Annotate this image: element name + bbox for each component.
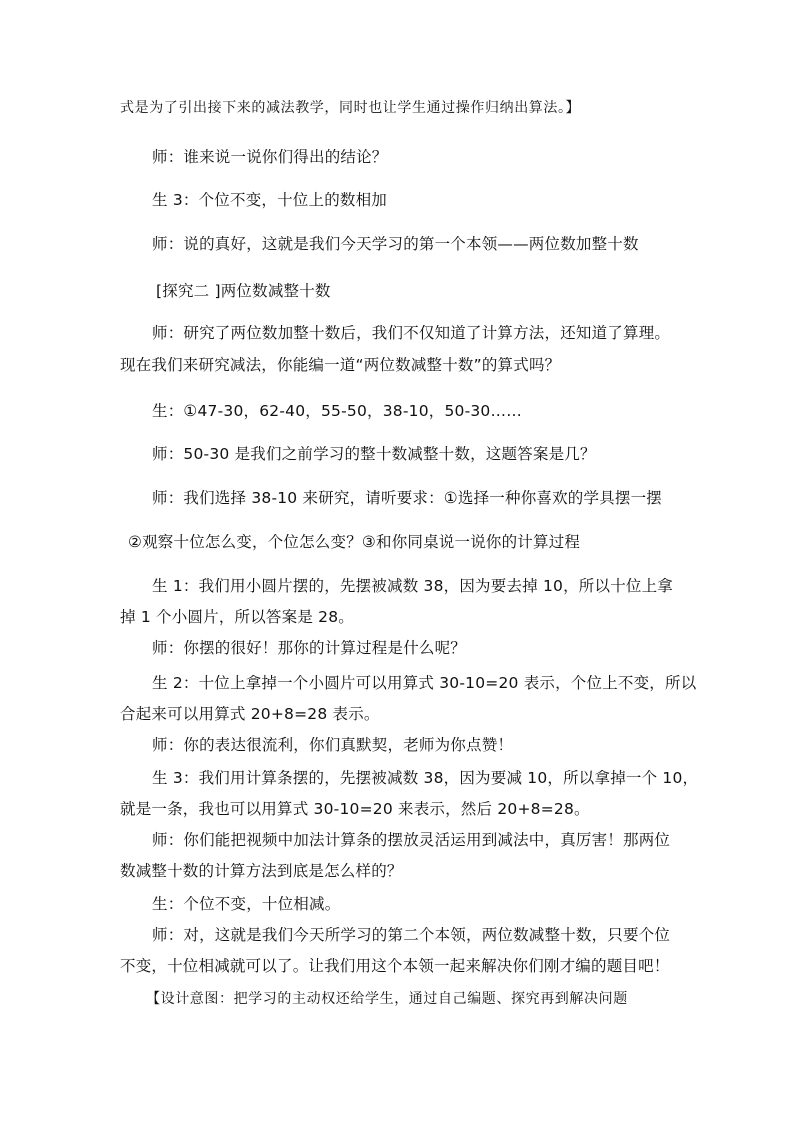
student-line: 生 3：个位不变，十位上的数相加 xyxy=(152,191,387,209)
teacher-line-cont: 数减整十数的计算方法到底是怎么样的？ xyxy=(120,862,403,880)
design-note-line: 式是为了引出接下来的减法教学，同时也让学生通过操作归纳出算法。】 xyxy=(120,100,581,116)
teacher-line: 师：我们选择 38-10 来研究，请听要求：①选择一种你喜欢的学具摆一摆 xyxy=(152,489,662,507)
student-line: 生：①47-30，62-40，55-50，38-10，50-30…… xyxy=(152,402,522,420)
teacher-line-cont: 不变，十位相减就可以了。让我们用这个本领一起来解决你们刚才编的题目吧！ xyxy=(120,957,670,975)
teacher-line: 师：谁来说一说你们得出的结论？ xyxy=(152,148,388,166)
student-line: 生：个位不变，十位相减。 xyxy=(152,895,341,913)
teacher-line: 师：你的表达很流利，你们真默契，老师为你点赞！ xyxy=(152,736,514,754)
teacher-line: 师：你们能把视频中加法计算条的摆放灵活运用到减法中，真厉害！那两位 xyxy=(152,831,671,849)
design-note-line: 【设计意图：把学习的主动权还给学生，通过自己编题、探究再到解决问题 xyxy=(146,991,628,1007)
teacher-line: 师：研究了两位数加整十数后，我们不仅知道了计算方法，还知道了算理。 xyxy=(152,324,671,342)
teacher-line-cont: ②观察十位怎么变，个位怎么变？③和你同桌说一说你的计算过程 xyxy=(128,533,581,551)
teacher-line: 师：你摆的很好！那你的计算过程是什么呢？ xyxy=(152,639,467,657)
student-line-cont: 就是一条，我也可以用算式 30-10=20 来表示，然后 20+8=28。 xyxy=(120,800,590,818)
student-line: 生 3：我们用计算条摆的，先摆被减数 38，因为要减 10，所以拿掉一个 10， xyxy=(152,769,699,787)
section-heading: [探究二 ]两位数减整十数 xyxy=(156,282,331,300)
teacher-line: 师：50-30 是我们之前学习的整十数减整十数，这题答案是几？ xyxy=(152,445,596,463)
teacher-line: 师：说的真好，这就是我们今天学习的第一个本领——两位数加整十数 xyxy=(152,235,639,253)
teacher-line: 师：对，这就是我们今天所学习的第二个本领，两位数减整十数，只要个位 xyxy=(152,926,671,944)
student-line: 生 1：我们用小圆片摆的，先摆被减数 38，因为要去掉 10，所以十位上拿 xyxy=(152,577,673,595)
student-line-cont: 掉 1 个小圆片，所以答案是 28。 xyxy=(120,608,354,626)
student-line-cont: 合起来可以用算式 20+8=28 表示。 xyxy=(120,705,380,723)
teacher-line-cont: 现在我们来研究减法，你能编一道“两位数减整十数”的算式吗？ xyxy=(120,356,561,374)
student-line: 生 2：十位上拿掉一个小圆片可以用算式 30-10=20 表示，个位上不变，所以 xyxy=(152,674,697,692)
